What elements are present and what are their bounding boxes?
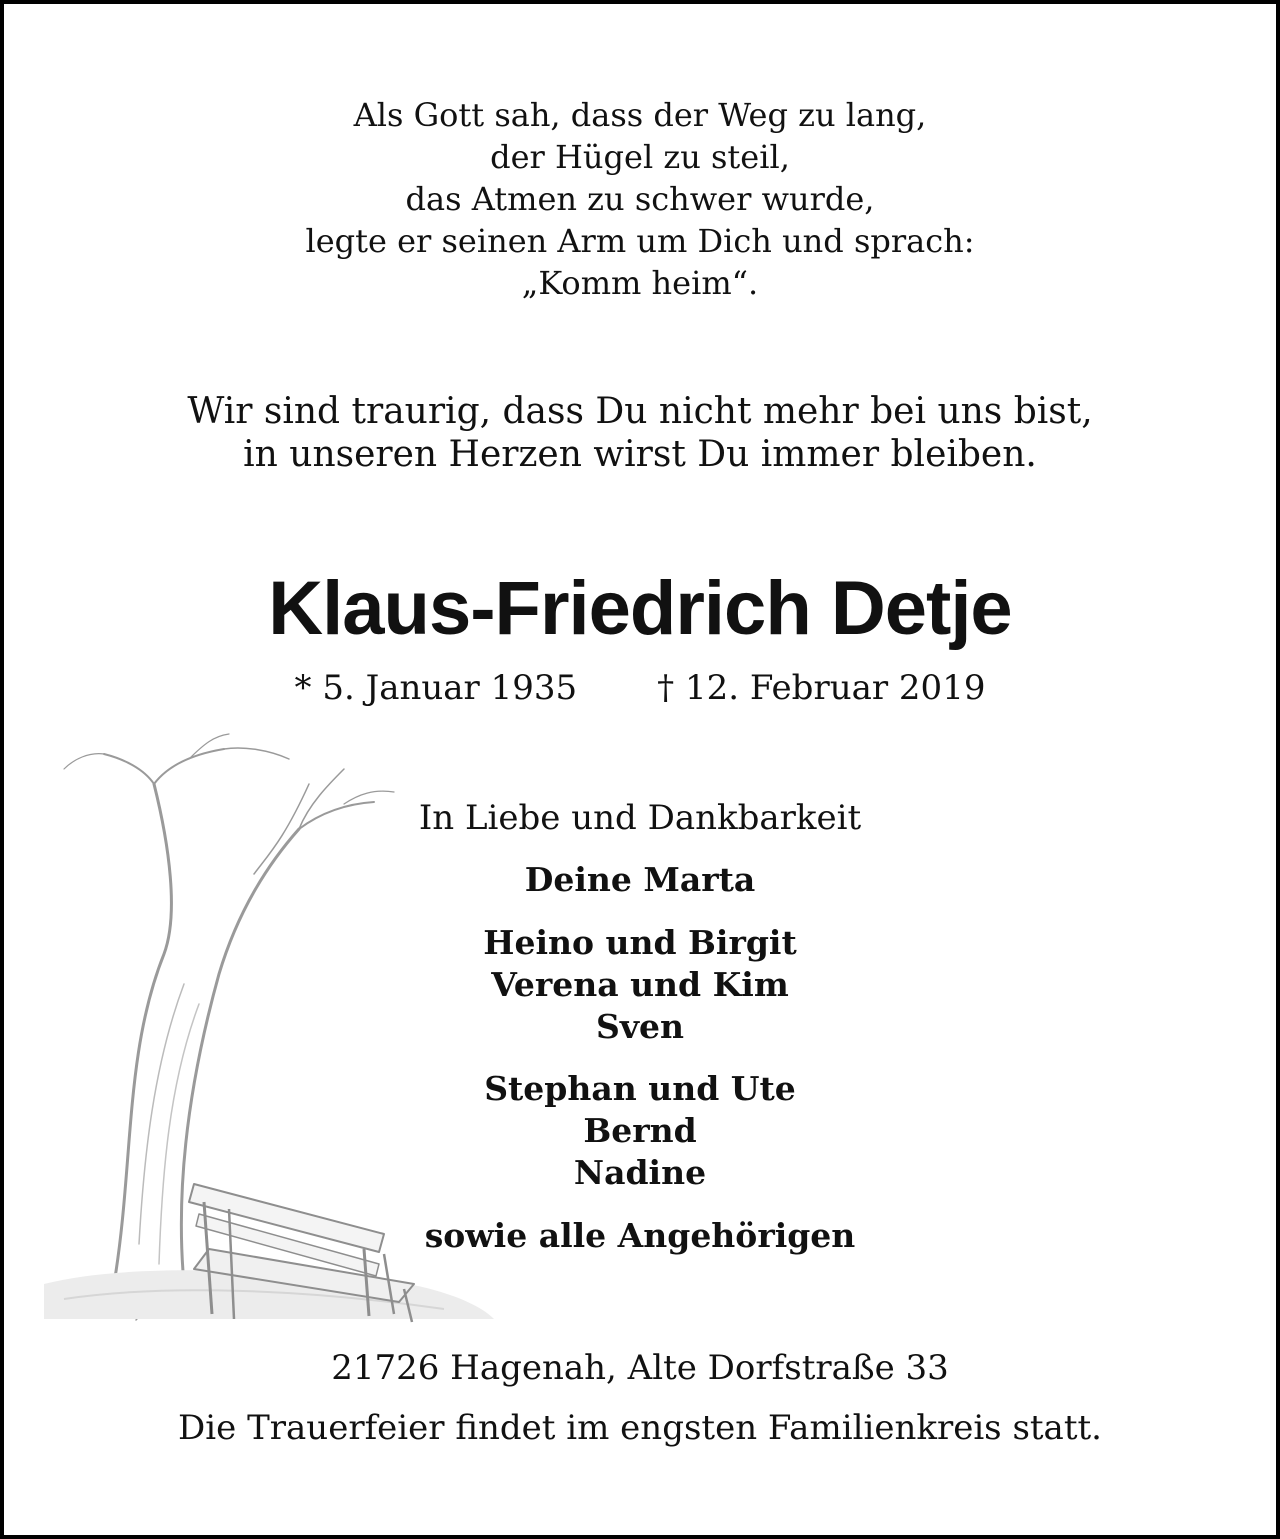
poem-line: das Atmen zu schwer wurde, [405,180,875,218]
family-group-children-2 [4,1068,1276,1194]
family-group-spouse [4,859,1276,901]
address: 21726 Hagenah, Alte Dorfstraße 33 [331,1348,949,1388]
family-member: Nadine [573,1153,707,1192]
family-member: Bernd [583,1111,697,1150]
birth-date: * 5. Januar 1935 [294,668,578,708]
family-member: Heino und Birgit [483,923,797,962]
poem-line: Als Gott sah, dass der Weg zu lang, [353,96,927,134]
sentiment-line: in unseren Herzen wirst Du immer bleiben. [243,434,1037,475]
family-group-relatives [4,1215,1276,1257]
poem-line: „Komm heim“. [521,264,759,302]
deceased-name: Klaus-Friedrich Detje [268,566,1012,651]
death-date: † 12. Februar 2019 [657,668,986,708]
family-member: sowie alle Angehörigen [424,1216,856,1255]
family-group-children-1 [4,922,1276,1048]
sentiment-line: Wir sind traurig, dass Du nicht mehr bei uns bist, [187,391,1093,432]
poem [4,94,1276,304]
funeral-notice: Die Trauerfeier findet im engsten Familienkreis statt. [178,1408,1102,1448]
poem-line: der Hügel zu steil, [490,138,790,176]
family-member: Deine Marta [524,860,756,899]
family-member: Stephan und Ute [484,1069,796,1108]
dedication: In Liebe und Dankbarkeit [418,798,862,838]
family-member: Sven [596,1007,684,1046]
life-dates [4,666,1276,710]
family-member: Verena und Kim [491,965,789,1004]
sentiment [4,390,1276,476]
poem-line: legte er seinen Arm um Dich und sprach: [305,222,975,260]
